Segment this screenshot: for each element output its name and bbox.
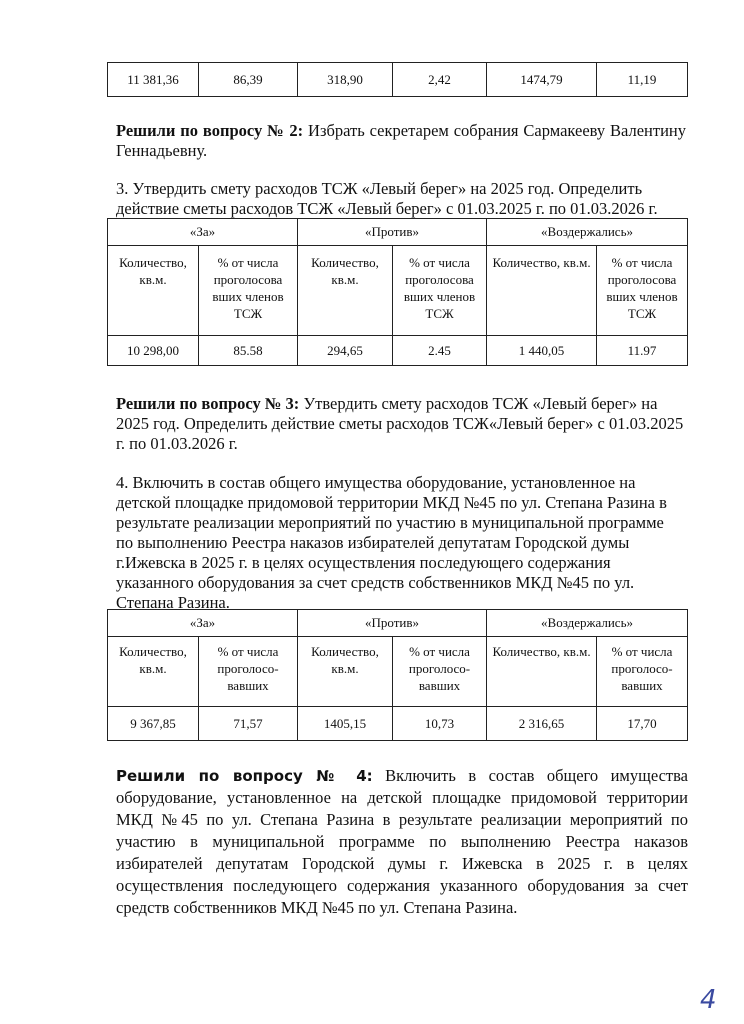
subheader-cell: % от числа проголосова вших членов ТСЖ <box>393 246 487 336</box>
decision-4 <box>116 765 688 919</box>
decision-2 <box>116 121 686 161</box>
table-cell: 86,39 <box>199 63 298 97</box>
subheader-cell: Количество, кв.м. <box>487 246 597 336</box>
vote-table-4 <box>107 609 688 741</box>
table-cell: 11 381,36 <box>108 63 199 97</box>
subheader-cell: % от числа проголосова вших членов ТСЖ <box>597 246 688 336</box>
table-cell: 1 440,05 <box>487 336 597 366</box>
group-header-for: «За» <box>108 219 298 246</box>
group-header-abstain: «Воздержались» <box>487 610 688 637</box>
table-cell: 10 298,00 <box>108 336 199 366</box>
subheader-cell: % от числа проголосо-вавших <box>393 637 487 707</box>
table-cell: 9 367,85 <box>108 707 199 741</box>
agenda-item-3: 3. Утвердить смету расходов ТСЖ «Левый берег» на 2025 год. Определить действие сметы расходов ТСЖ «Левый берег» с 01.03.2025 г. по 01.03.2026 г. <box>116 179 658 218</box>
table-cell: 318,90 <box>298 63 393 97</box>
table-cell: 294,65 <box>298 336 393 366</box>
subheader-cell: Количество, кв.м. <box>487 637 597 707</box>
group-header-against: «Против» <box>298 219 487 246</box>
vote-table-3 <box>107 218 688 366</box>
decision-4-label: Решили по вопросу № 4: <box>116 767 373 785</box>
table-cell: 17,70 <box>597 707 688 741</box>
table-cell: 2 316,65 <box>487 707 597 741</box>
subheader-cell: Количество, кв.м. <box>108 637 199 707</box>
table-cell: 11,19 <box>597 63 688 97</box>
subheader-cell: Количество, кв.м. <box>108 246 199 336</box>
table-cell: 2,42 <box>393 63 487 97</box>
decision-3 <box>116 394 688 454</box>
table-cell: 11.97 <box>597 336 688 366</box>
subheader-cell: Количество, кв.м. <box>298 246 393 336</box>
decision-2-text: Избрать секретарем собрания Сармакееву Валентину Геннадьевну. <box>116 121 686 160</box>
agenda-item-4: 4. Включить в состав общего имущества оборудование, установленное на детской площадке придомовой территории МКД №45 по ул. Степана Разина в результате реализации мероприятий по участию в муниципальной программе по выполнению Реестра наказов избирателей депутатам Городской думы г.Ижевска в 2025 г. в целях осуществления последующего содержания указанного оборудования за счет средств собственников МКД №45 по ул. Степана Разина. <box>116 473 667 612</box>
results-table-continuation <box>107 62 688 97</box>
subheader-cell: % от числа проголосо-вавших <box>199 637 298 707</box>
table-cell: 2.45 <box>393 336 487 366</box>
group-header-for: «За» <box>108 610 298 637</box>
table-cell: 10,73 <box>393 707 487 741</box>
table-cell: 85.58 <box>199 336 298 366</box>
table-cell: 1405,15 <box>298 707 393 741</box>
subheader-cell: % от числа проголосо-вавших <box>597 637 688 707</box>
group-header-abstain: «Воздержались» <box>487 219 688 246</box>
decision-3-label: Решили по вопросу № 3: <box>116 394 300 413</box>
table-cell: 71,57 <box>199 707 298 741</box>
decision-2-label: Решили по вопросу № 2: <box>116 121 304 140</box>
group-header-against: «Против» <box>298 610 487 637</box>
decision-3-text: Утвердить смету расходов ТСЖ «Левый берег» на 2025 год. Определить действие сметы расходов ТСЖ«Левый берег» с 01.03.2025 г. по 01.03.2026 г. <box>116 394 684 453</box>
subheader-cell: % от числа проголосова вших членов ТСЖ <box>199 246 298 336</box>
subheader-cell: Количество, кв.м. <box>298 637 393 707</box>
table-cell: 1474,79 <box>487 63 597 97</box>
page-number: 4 <box>700 985 717 1015</box>
decision-4-text: Включить в состав общего имущества оборудование, установленное на детской площадке придомовой территории МКД №45 по ул. Степана Разина в результате реализации мероприятий по участию в муниципальной программе по выполнению Реестра наказов избирателей депутатам Городской думы г. Ижевска в 2025 г. в целях осуществления последующего содержания указанного оборудования за счет средств собственников МКД №45 по ул. Степана Разина. <box>116 766 688 917</box>
